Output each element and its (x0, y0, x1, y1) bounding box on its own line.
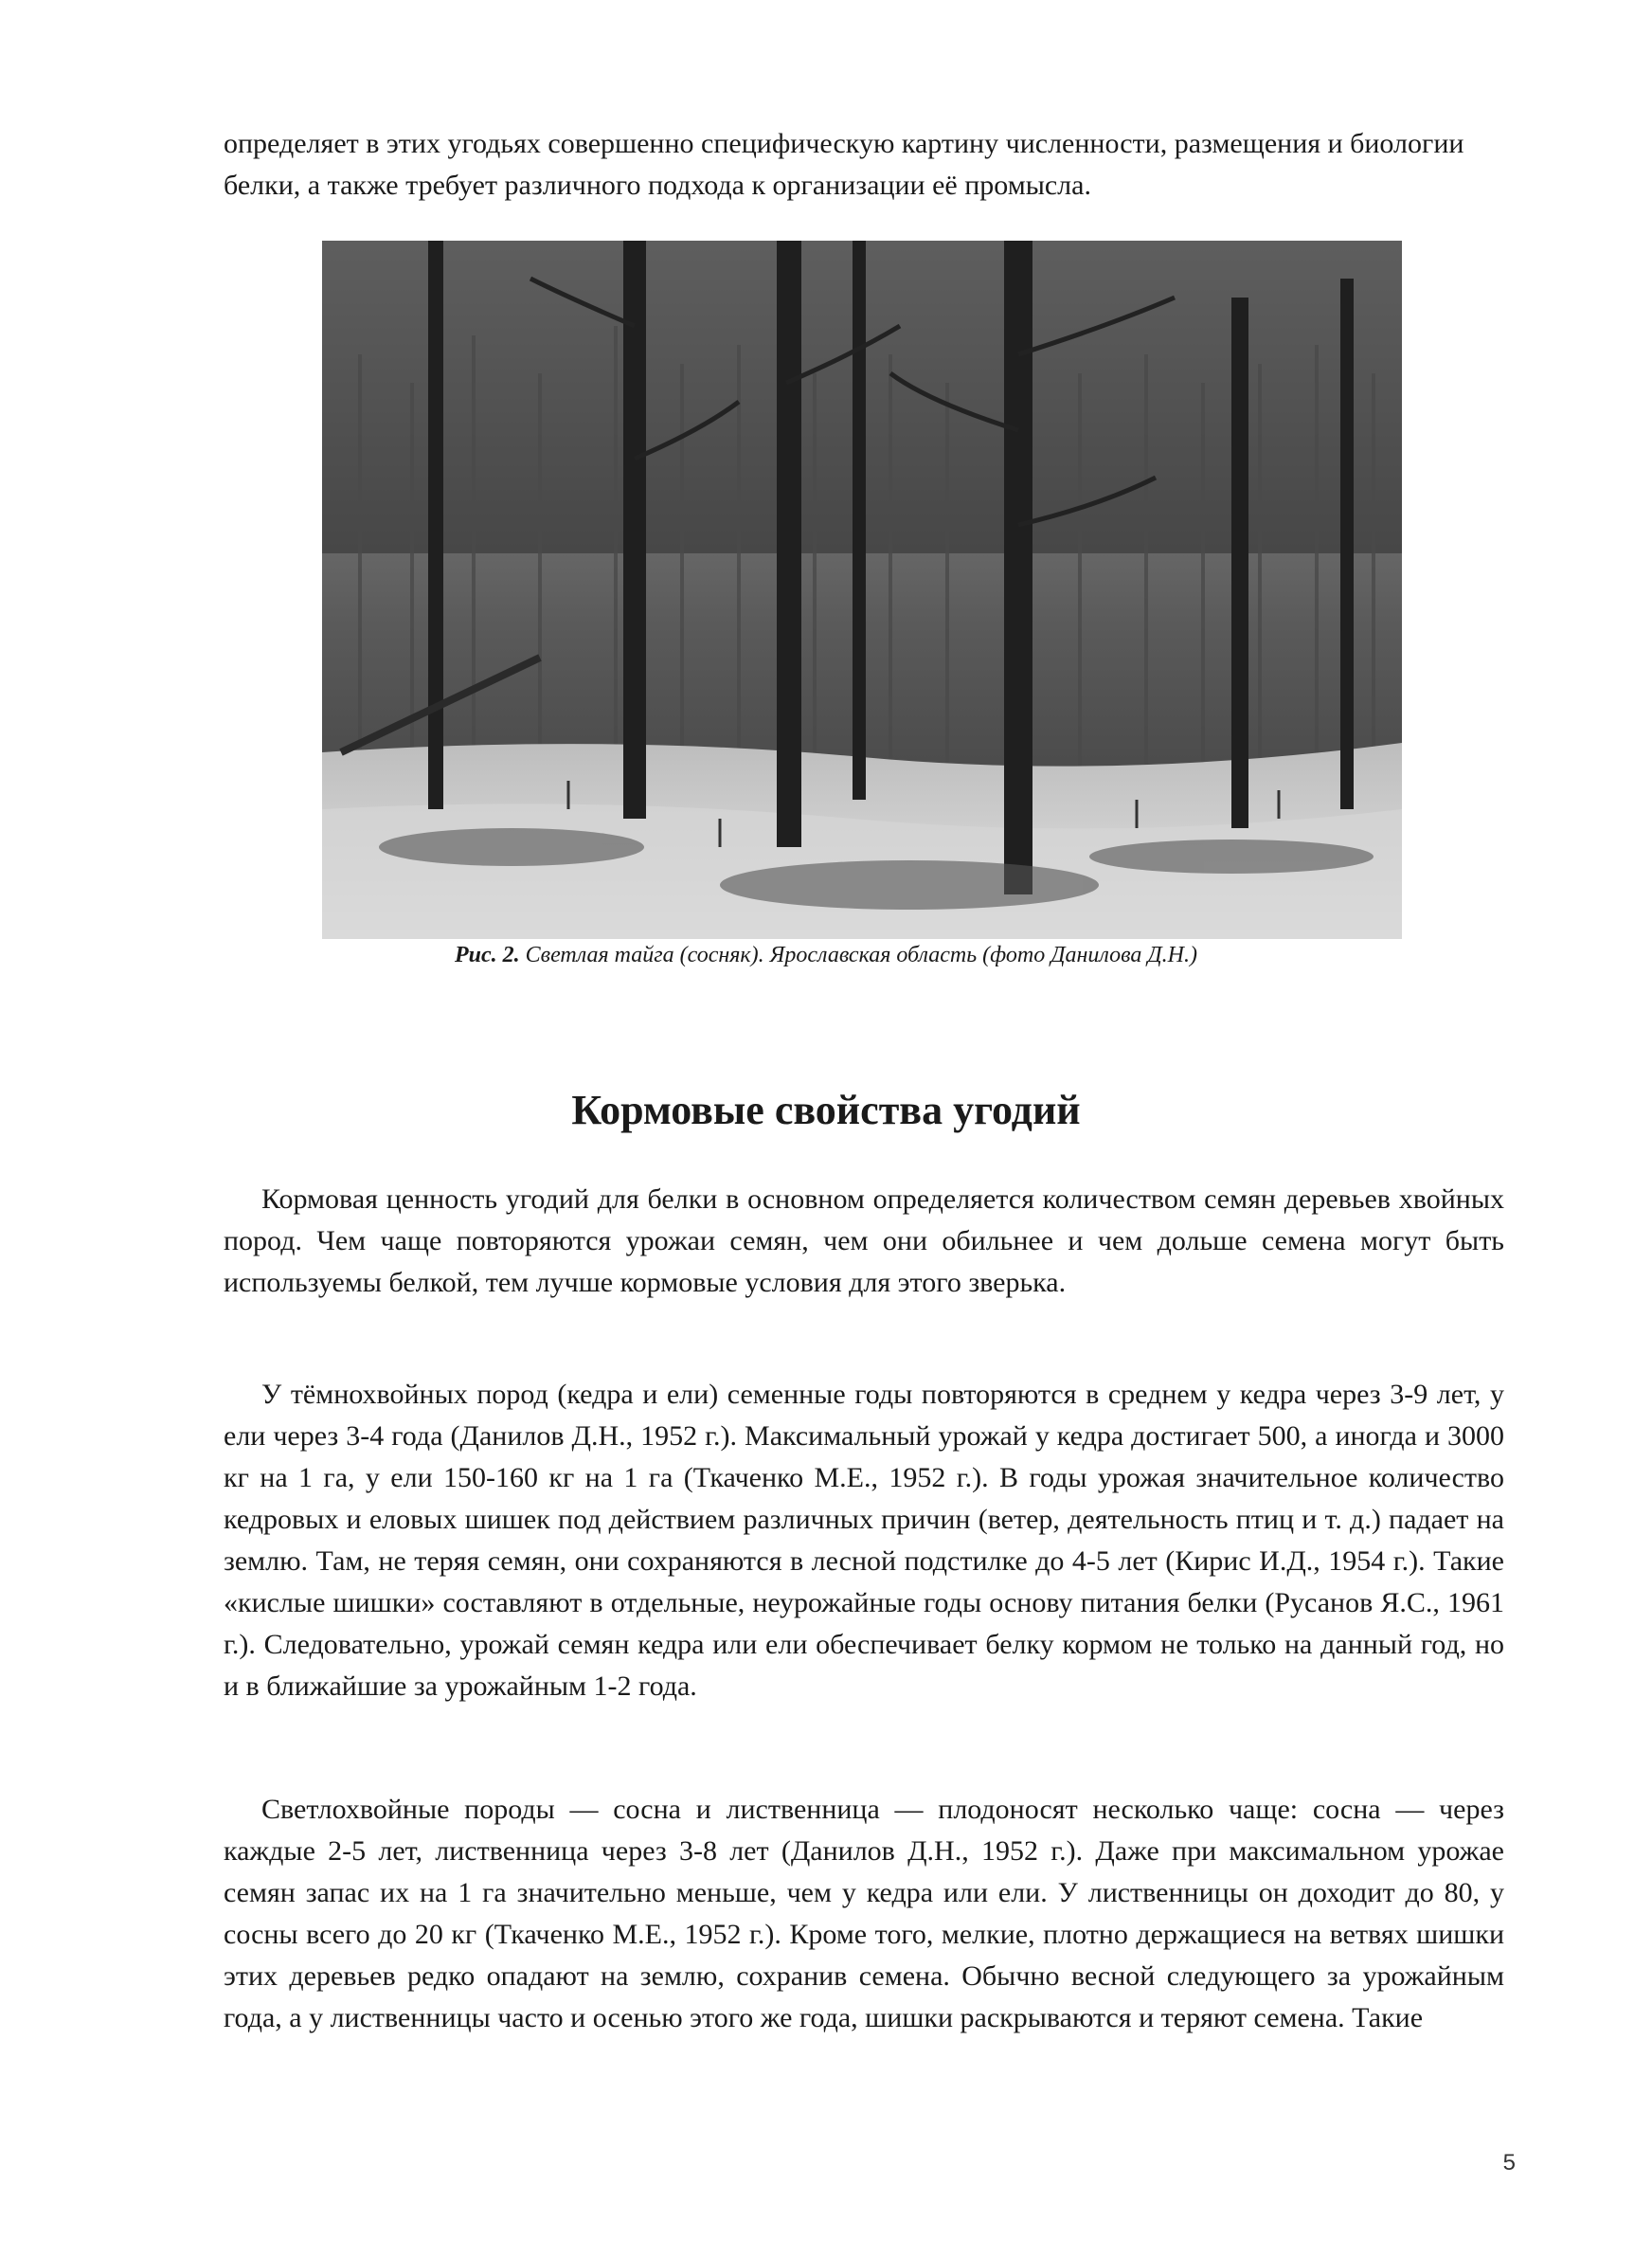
paragraph-3: Светлохвойные породы — сосна и лиственница — плодоносят несколько чаще: сосна — через каждые 2-5 лет, лиственница через 3-8 лет (Данилов Д.Н., 1952 г.). Даже при максимальном урожае семян запас их на 1 га значительно меньше, чем у кедра или ели. У лиственницы он доходит до 80, у сосны всего до 20 кг (Ткаченко М.Е., 1952 г.). Кроме того, мелкие, плотно держащиеся на ветвях шишки этих деревьев редко опадают на землю, сохранив семена. Обычно весной следующего за урожайным года, а у лиственницы часто и осенью этого же года, шишки раскрываются и теряют семена. Такие (224, 1794, 1504, 2033)
section-heading: Кормовые свойства угодий (571, 1087, 1081, 1133)
paragraph-2: У тёмнохвойных пород (кедра и ели) семенные годы повторяются в среднем у кедра через 3-9 лет, у ели через 3-4 года (Данилов Д.Н., 1952 г.). Максимальный урожай у кедра достигает 500, а иногда и 3000 кг на 1 га, у ели 150-160 кг на 1 га (Ткаченко М.Е., 1952 г.). В годы урожая значительное количество кедровых и еловых шишек под действием различных причин (ветер, деятельность птиц и т. д.) падает на землю. Там, не теряя семян, они сохраняются в лесной подстилке до 4-5 лет (Кирис И.Д., 1954 г.). Такие «кислые шишки» составляют в отдельные, неурожайные годы основу питания белки (Русанов Я.С., 1961 г.). Следовательно, урожай семян кедра или ели обеспечивает белку кормом не только на данный год, но и в ближайшие за урожайным 1-2 года. (224, 1379, 1504, 1702)
pine-forest-illustration (322, 241, 1402, 939)
figure-caption (224, 939, 1428, 971)
figure-number: Рис. 2. (454, 943, 520, 967)
intro-paragraph: определяет в этих угодьях совершенно специфическую картину численности, размещения и биологии белки, а также требует различного подхода к организации её промысла. (224, 128, 1464, 201)
forest-photo (322, 241, 1402, 939)
paragraph-1: Кормовая ценность угодий для белки в основном определяется количеством семян деревьев хвойных пород. Чем чаще повторяются урожаи семян, чем они обильнее и чем дольше семена могут быть используемы белкой, тем лучше кормовые условия для этого зверька. (224, 1183, 1504, 1298)
page-number: 5 (1502, 2150, 1516, 2176)
figure-caption-text: Светлая тайга (сосняк). Ярославская область (фото Данилова Д.Н.) (519, 943, 1198, 967)
